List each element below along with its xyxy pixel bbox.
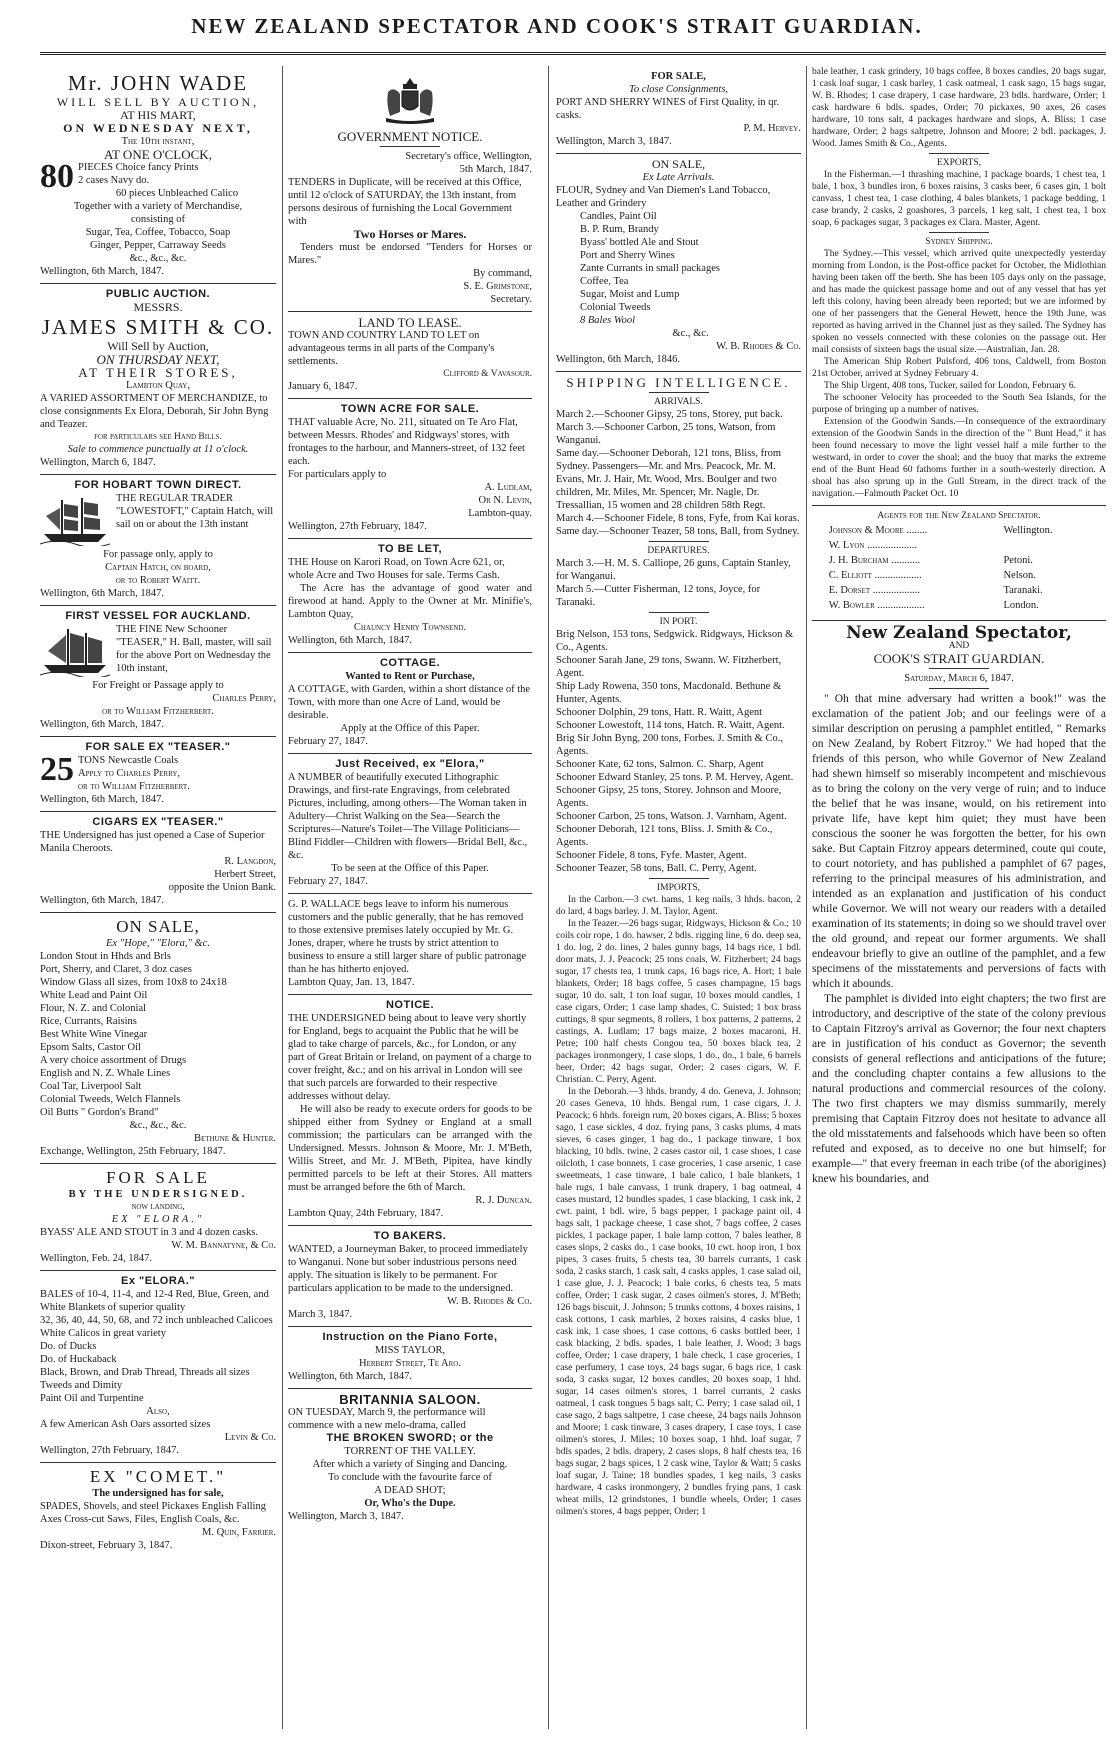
ship-entry: March 5.—Cutter Fisherman, 12 tons, Joyce, for Taranaki. [556,584,761,608]
ad-ex-comet [40,1463,276,1557]
agent-row [829,569,1090,582]
ad-line: A. Ludlam, [484,482,532,493]
ad-line: Herbert Street, [214,869,276,880]
ship-entry: Schooner Edward Stanley, 25 tons. P. M. Hervey, Agent. [556,772,794,783]
ad-date: Wellington, 27th February, 1847. [40,1445,180,1456]
agent-location: London. [1003,600,1039,611]
ad-line: Charles Perry, [212,693,276,704]
ad-line: Coal Tar, Liverpool Salt [40,1081,142,1092]
ad-line: A few American Ash Oars assorted sizes [40,1419,211,1430]
ad-wallace [288,894,532,995]
ad-line: or to William Fitzherbert. [78,781,190,792]
ad-body: FLOUR, Sydney and Van Diemen's Land Tobacco, Leather and Grindery [556,185,771,209]
ad-line: P. M. Hervey. [743,123,801,134]
ad-line: Bethune & Hunter. [194,1133,276,1144]
royal-coat-of-arms-icon [380,74,440,126]
column-divider [806,66,807,1729]
masthead-rule [40,52,1106,55]
ship-entry: Same day.—Schooner Teazer, 58 tons, Ball, from Sydney. [556,526,800,537]
ad-line: THE BROKEN SWORD; or the [326,1432,494,1444]
agent-location: Petoni. [1003,555,1033,566]
ad-line: TORRENT OF THE VALLEY. [344,1446,476,1457]
ad-line: A very choice assortment of Drugs [40,1055,187,1066]
ad-body: WANTED, a Journeyman Baker, to proceed immediately to Wanganui. None but sober industrious persons need apply. The situation is likely to be permanent. For particulars application to be made to the undersigned. [288,1244,528,1294]
ad-subheading: Ex Late Arrivals. [642,172,715,183]
ad-body: THE REGULAR TRADER "LOWESTOFT," Captain Hatch, will sail on or about the 13th instant [116,493,274,530]
ad-heading: FOR SALE, [651,71,706,82]
ad-line: For passage only, apply to [103,549,213,560]
ad-line: White Calicos in great variety [40,1328,166,1339]
ad-body: BYASS' ALE AND STOUT in 3 and 4 dozen casks. [40,1227,258,1238]
ad-body: THE House on Karori Road, on Town Acre 621, or, whole Acre and Two Houses for sale. Terms Cash. [288,557,505,581]
agent-name: C. Elliott .................. [828,570,922,581]
column-1 [40,66,276,1731]
ad-body: THE FINE New Schooner "TEASER," H. Ball, master, will sail for the above Port on Wednesday the 10th instant, [116,624,272,674]
ad-line: ON THURSDAY NEXT, [96,352,220,367]
ad-line: 2 cases Navy do. [78,175,150,186]
ad-lithographs [288,754,532,894]
ad-date: Lambton Quay, Jan. 13, 1847. [288,977,415,988]
ad-body: THE UNDERSIGNED being about to leave very shortly for England, begs to acquaint the Public that he will be glad to take charge of parcels, &c., for London, or any part of Great Britain or Ireland, on payment of a charge to cover freight, &c.; and on his arrival in London will see that such parcels are forwarded to their respective addresses without delay. [288,1013,532,1102]
ad-date: Wellington, 6th March, 1847. [288,1371,412,1382]
ad-line: 60 pieces Unbleached Calico [115,188,239,199]
imports-continued: bale leather, 1 cask grindery, 10 bags coffee, 8 boxes candles, 20 bags sugar, 1 cask loaf sugar, 1 cask barley, 1 cask oatmeal, 1 cask sago, 15 bags sugar, W. B. Rhodes; 1 case drapery, 1 case hardware, 23 bdls. hardware, Order; 1 cask hardware 6 bdls. spades, Order; 70 pickaxes, 90 axes, 26 cases hardware, 10 tons salt, 4 packages hardware and slops, A. Bliss; 1 case hardware, Order; 2 bags saltpetre, Johnson and Moore; 2 bdl. packages, J. Wood. James Smith & Co., Agents. [812,67,1106,149]
ad-town-acre [288,399,532,539]
ad-body: ON TUESDAY, March 9, the performance will commence with a new melo-drama, called [288,1407,486,1431]
ad-line: Paint Oil and Turpentine [40,1393,144,1404]
agent-row [829,524,1090,537]
ad-body: A VARIED ASSORTMENT OF MERCHANDIZE, to close consignments Ex Elora, Deborah, Sir John Byng and Teazer. [40,393,269,430]
masthead: NEW ZEALAND SPECTATOR AND COOK'S STRAIT GUARDIAN. [191,14,923,38]
ad-line: Byass' bottled Ale and Stout [580,237,699,248]
ship-entry: Same day.—Schooner Deborah, 121 tons, Bliss, from Sydney. Passengers—Mr. and Mrs. Peacock, Mr. M. Evans, Mr. J. Hair, Mr. Wood, Mrs. Boulger and two children, Mr. Miles, Mr. Spencer, Mr. Nagle, Dr. Tressallian, 15 women and 28 children 58th Regt. [556,448,782,511]
ad-line: Do. of Ducks [40,1341,97,1352]
ad-line: JAMES SMITH & CO. [41,315,275,339]
ad-heading: ON SALE, [651,157,706,171]
ad-heading: TO BE LET, [377,543,443,555]
ad-date: Dixon-street, February 3, 1847. [40,1540,173,1551]
ad-line: The 10th instant, [121,136,195,147]
ship-entry: Schooner Kate, 62 tons, Salmon. C. Sharp, Agent [556,759,764,770]
ad-government-notice [288,66,532,312]
ad-date: Wellington, 6th March, 1847. [40,588,164,599]
ad-heading: Ex "ELORA." [121,1275,195,1287]
ad-heading: Mr. JOHN WADE [67,71,249,95]
imports-entry: In the Teazer.—26 bags sugar, Ridgways, Hickson & Co.; 10 coils coir rope, 1 do. hawser, 2 bdls. rigging line, 6 do. deep sea, 1 do. log, 2 do. lines, 2 bales gunny bags, 14 bags rice, 1 bdl. door mats, J. J. Peacock; 25 tons coals, W. Fitzherbert; 24 bags sugar, 17 chests tea, 1 trunk caps, 16 bags rice, A. Hort; 1 bale blankets, Order; 18 bags coffee, 5 cases champagne, 15 bags sugar, 10 do. salt, 1 ton loaf sugar, 10 boxes mould candles, 1 case cigars, Order; 1 case lamp shades, C. Suisted; 1 box brass cuttings, 8 spur segments, 8 rollers, 1 box patterns, 2 patterns, 2 castings, A. Ludlam; 17 bags maize, 2 boxes macaroni, H. Petre; 100 half chests Congou tea, 50 boxes black tea, 2 packages ironmongery, 1 case slops, 1 do., do., 1 bale, 6 barrels beer, Order; 42 bags sugar, Order; 2 cases cigars, W. F. Christian. C. Perry, Agent. [556,919,801,1085]
subsection-heading: IN PORT. [659,617,698,627]
ad-heading: EX "COMET." [89,1467,227,1486]
ad-line: Secretary. [490,294,532,305]
ad-line: Also, [146,1406,170,1417]
ad-line: Best White Wine Vinegar [40,1029,148,1040]
subsection-heading: EXPORTS, [936,158,982,168]
ad-subheading: To close Consignments, [628,84,729,95]
agent-location: Nelson. [1003,570,1036,581]
ad-line: W. B. Rhodes & Co. [447,1296,532,1307]
ad-line: R. Langdon, [224,856,276,867]
ad-body: PORT AND SHERRY WINES of First Quality, in qr. casks. [556,97,780,121]
ad-line: consisting of [131,214,185,225]
ad-line: For particulars apply to [288,469,387,480]
ship-entry: March 3.—H. M. S. Calliope, 26 guns, Captain Stanley, for Wanganui. [556,558,791,582]
ad-line: 5th March, 1847. [459,164,532,175]
ad-line: Lambton-quay. [468,508,532,519]
ad-line: 32, 36, 40, 44, 50, 68, and 72 inch unbleached Calicoes [40,1315,273,1326]
editorial-paragraph: The pamphlet is divided into eight chapters; the two first are introductory, and descriptive of the state of the colony previous to Captain Fitzroy's arrival as Governor; the four next chapters are in justification of his conduct as Governor; the seventh consists of general reflections and anticipations of the future; and the concluding chapter contains a few allusions to the natural productions and commercial resources of the colony. The two first chapters we may dismiss summarily, merely premising that Captain Fitzroy does not hesitate to advance all the old misstatements and falsehoods which have been so often refuted and exposed, as to deceive no one but himself; for example—" that every freeman in each tribe (of the aborigines) knew his boundaries, and [812,993,1106,1185]
ad-line: Or N. Levin, [478,495,532,506]
ad-line: Together with a variety of Merchandise, [73,201,243,212]
ad-line: TONS Newcastle Coals [78,755,179,766]
ad-line: Zante Currants in small packages [580,263,720,274]
ad-line: Secretary's office, Wellington, [405,151,532,162]
ad-line: PIECES Choice fancy Prints [78,162,199,173]
subsection-heading: IMPORTS, [657,883,700,893]
ad-line: Epsom Salts, Castor Oil [40,1042,141,1053]
column-divider [548,66,549,1729]
ad-line: MESSRS. [133,300,183,314]
ad-heading: FOR SALE EX "TEASER." [85,741,231,753]
ad-date: Wellington, March 3, 1847. [556,136,672,147]
ad-line: Rice, Currants, Raisins [40,1016,137,1027]
ad-cigars [40,812,276,913]
ad-date: Wellington, 6th March, 1847. [40,266,164,277]
ad-hobart-town [40,475,276,606]
ad-line: Sale to commence punctually at 11 o'clock. [67,444,249,455]
shipping-intelligence [556,372,801,1523]
ad-line: for particulars see Hand Bills. [94,432,222,442]
drop-number: 25 [40,751,74,788]
ad-line: White Lead and Paint Oil [40,990,148,1001]
ad-heading: LAND TO LEASE. [358,315,462,330]
ad-subheading: BY THE UNDERSIGNED. [68,1189,248,1200]
ad-line: S. E. Grimstone, [463,281,532,292]
ad-line: Ginger, Pepper, Carraway Seeds [90,240,226,251]
ad-line: Captain Hatch, on board, [105,562,211,573]
agents-table [827,522,1092,614]
ad-line: B. P. Rum, Brandy [580,224,659,235]
agent-name: W. Lyon ................... [828,540,917,551]
ad-land-to-lease [288,312,532,399]
divider [929,153,989,154]
ship-entry: March 4.—Schooner Fidele, 8 tons, Fyfe, from Kai koras. [556,513,800,524]
ad-line: Port and Sherry Wines [580,250,675,261]
ad-body: THAT valuable Acre, No. 211, situated on Te Aro Flat, between Messrs. Rhodes' and Ridgways' stores, with frontages to the harbour, and Manners-street, of 132 feet each. [288,417,525,467]
ad-line: Apply to Charles Perry, [78,768,181,779]
ad-line: A DEAD SHOT; [374,1485,446,1496]
divider [929,232,989,233]
subsection-heading: ARRIVALS. [654,397,703,407]
ship-entry: March 2.—Schooner Gipsy, 25 tons, Storey, put back. [556,409,783,420]
ad-notice [288,995,532,1226]
ad-date: February 27, 1847. [288,876,368,887]
drop-number: 80 [40,158,74,195]
ad-line: To be seen at the Office of this Paper. [331,863,489,874]
ship-entry: Ship Lady Rowena, 350 tons, Macdonald. Bethune & Hunter, Agents. [556,681,782,705]
ad-line: Levin & Co. [224,1432,276,1443]
agent-name: W. Bowler .................. [828,600,925,611]
ad-date: Lambton Quay, 24th February, 1847. [288,1208,444,1219]
ad-body: TOWN AND COUNTRY LAND TO LET on advantageous terms in all parts of the Company's settlements. [288,330,495,367]
ad-public-auction [40,284,276,475]
agent-row [829,539,1090,552]
ad-line: Herbert Street, Te Aro. [359,1358,461,1369]
ad-teaser-coals [40,737,276,812]
agent-location: Taranaki. [1003,585,1043,596]
ad-body: A COTTAGE, with Garden, within a short distance of the Town, with more than one Acre of Land, would be desirable. [288,684,531,721]
ad-line: Chauncy Henry Townsend. [353,622,467,633]
divider [929,688,989,689]
ad-line: or to Robert Waitt. [115,575,201,586]
ad-line: Port, Sherry, and Claret, 3 doz cases [40,964,192,975]
ad-line: W. M. Bannatyne, & Co. [171,1240,276,1251]
ad-date: Exchange, Wellington, 25th February, 1847. [40,1146,226,1157]
ad-body: A NUMBER of beautifully executed Lithographic Drawings, and first-rate Engravings, from celebrated Pictures, including, among others—The Woman taken in Adultery—Christ Walking on the Sea—Search the Scriptures—Nature's Toilet—The Village Politicians—Blind Fiddler—Children with flowers—Bridal Bell, &c., &c. [288,772,528,861]
ad-heading: FOR SALE [106,1168,210,1187]
ad-line: 8 Bales Wool [580,315,636,326]
ship-entry: Schooner Sarah Jane, 29 tons, Swann. W. Fitzherbert, Agent. [556,655,782,679]
ship-entry: Brig Nelson, 153 tons, Sedgwick. Ridgways, Hickson & Co., Agents. [556,629,794,653]
ad-body: TENDERS in Duplicate, will be received at this Office, until 12 o'clock of SATURDAY, the 13th instant, from persons desirous of furnishing the Local Government with [288,177,522,227]
ad-to-be-let [288,539,532,653]
ad-line: Lambton Quay, [126,380,190,391]
column-3 [556,66,801,1731]
ad-heading: NOTICE. [385,999,435,1011]
ad-line: Colonial Tweeds, Welch Flannels [40,1094,181,1105]
ship-entry: Schooner Dolphin, 29 tons, Hatt. R. Waitt, Agent [556,707,763,718]
ad-line: Flour, N. Z. and Colonial [40,1003,147,1014]
imports-entry: In the Deborah.—3 hhds. brandy, 4 do. Geneva, J. Johnson; 20 cases Geneva, 10 hhds. Bengal rum, 1 case cigars, J. J. Peacock; 6 hhds. foreign rum, 20 boxes cigars, A. Bliss; 5 boxes sago, 1 case sickles, 4 doz. frying pans, 3 casks plums, 4 mats sieves, 6 cases ginger, 1 bag do., 1 package tinware, 1 box blacking, 10 bdls. twine, 2 cases castor oil, 1 case shoes, 1 case oilcloth, 1 case bonnets, 1 case groceries, 1 case arsenic, 1 case sweetmeats, 1 case tinware, 1 bale calico, 1 bale blankets, 1 bale rugs, 1 bale canvass, 1 trunk drapery, 1 bag oatmeal, 4 cases mustard, 12 bundles spades, 1 case blacking, 1 cask ink, 2 cwt. paint, 1 bdl. wire, 5 bags pepper, 1 package paint oil, 4 bags salt, 1 package cheese, 1 case shot, 7 bags coffee, 2 cases pickles, 1 package paper, 1 bale lamp cotton, 7 bales leather, 8 cases slops, 2 casks do., 1 case books, 10 cwt. hoop iron, 1 box pipes, 3 cases fruits, 5 chests tea, 30 barrels currants, 1 cask soda, 2 casks starch, 1 cask salt, 4 casks apples, 1 case salad oil, 1 case glue, J. J. Peacock; 1 bale corks, 6 chests tea, 5 mats coffee, Order; 1 cask sugar, 2 cases oilmen's stores, J. M'Beth; 126 bags biscuit, J. Johnson; 5 trunks cottons, 4 boxes raisins, 1 cask cottons, 1 cask marbles, 2 boxes raisins, 4 casks blue, 1 cask ink, 1 case shoes, 1 case cottons, 6 casks bottled beer, 1 cask blacking, 2 bdls. spades, 1 bale leather, J. Wood; 3 bags coffee, Order; 1 case drapery, 1 bale check, 1 case groceries, 1 case perfumery, 1 case toys, 24 bags sugar, 6 bags rice, 1 cask soda, 3 casks sugar, 12 boxes candles, 20 boxes soap, 1 hhd. sugar, 14 cases oilmen's stores, 1 barrel currants, 2 casks oatmeal, 1 cask tongues 5 bags salt, C. Perry; 1 case salad oil, 1 case sago, 2 bags saltpetre, 1 case cheese, 24 bags nails Johnson and Moore; 1 cask tinware, 3 cases drapery, 1 case toys, 1 case oilmen's stores, J. Miles; 10 boxes soap, 1 hhd. loaf sugar, 7 bdls spades, 2 bdls. drapery, 2 cases slops, 8 half chests tea, 16 bags sugar, 2 bags spices, 1 2 cask wine, Taylor & Watt; 5 casks loaf sugar, J. Taine; 18 bundles spades, 1 keg nails, 3 casks hardware, 4 casks ironmongery, 2 bundles frying pans, 1 cask wheat mills, 12 grindstones, 1 bundle wheels, Order; 1 cases oilmen's stores, 4 bags pepper, Order; 1 [556,1087,801,1517]
ad-piano [288,1327,532,1389]
ad-line: By command, [473,268,532,279]
ad-line: ON WEDNESDAY NEXT, [63,121,253,135]
ad-ex-elora [40,1271,276,1463]
ad-date: March 3, 1847. [288,1309,353,1320]
ad-line: Apply at the Office of this Paper. [340,723,480,734]
divider [649,878,709,879]
ad-line: Clifford & Vavasour. [443,369,532,379]
ad-heading: Just Received, ex "Elora," [335,758,485,770]
ad-line: MISS TAYLOR, [374,1345,446,1356]
ad-line: Oil Butts " Gordon's Brand" [40,1107,159,1118]
column-4 [812,66,1106,1731]
ad-heading: PUBLIC AUCTION. [105,288,211,300]
ad-line: R. J. Duncan. [475,1195,532,1206]
ad-body: BALES of 10-4, 11-4, and 12-4 Red, Blue, Green, and White Blankets of superior quality [40,1289,269,1313]
ship-entry: Schooner Lowestoft, 114 tons, Hatch. R. Waitt, Agent. [556,720,785,731]
ad-date: Wellington, 27th February, 1847. [288,521,428,532]
ad-auckland [40,606,276,737]
ad-date: Wellington, 6th March, 1847. [40,895,164,906]
ad-line: Two Horses or Mares. [353,227,467,241]
ad-line: London Stout in Hhds and Brls [40,951,171,962]
ad-line: Do. of Huckaback [40,1354,117,1365]
ad-line: AT HIS MART, [120,108,196,122]
column-divider [282,66,283,1729]
news-paragraph: The schooner Velocity has proceeded to the South Sea Islands, for the purpose of bringing up a number of natives. [812,393,1106,415]
ship-entry: Brig Sir John Byng, 200 tons, Forbes. J. Smith & Co., Agents. [556,733,783,757]
ad-line: For Freight or Passage apply to [92,680,224,691]
divider [380,146,440,147]
ad-body: THE Undersigned has just opened a Case of Superior Manila Cheroots. [40,830,265,854]
divider [649,612,709,613]
ad-line: W. B. Rhodes & Co. [716,341,801,352]
news-paragraph: The American Ship Robert Pulsford, 406 tons, Caldwell, from Boston 21st October, arrived at Sydney February 4. [812,357,1106,379]
ad-heading: ON SALE, [116,917,200,936]
ad-heading: Instruction on the Piano Forte, [322,1331,498,1343]
ad-line: or to William Fitzherbert. [102,706,214,717]
ad-line: now landing, [131,1202,185,1212]
divider [649,541,709,542]
ad-heading: FOR HOBART TOWN DIRECT. [74,479,242,491]
subsection-heading: Sydney Shipping. [925,237,993,247]
ad-date: Wellington, March 3, 1847. [288,1511,404,1522]
ad-line: After which a variety of Singing and Dancing. [312,1459,508,1470]
ad-line: WILL SELL BY AUCTION, [56,95,260,109]
ad-late-arrivals [556,154,801,372]
news-paragraph: The Ship Urgent, 408 tons, Tucker, sailed for London, February 6. [824,381,1076,391]
ad-date: Wellington, 6th March, 1846. [556,354,680,365]
editorial-paragraph: " Oh that mine adversary had written a book!" was the exclamation of the patient Job; and our feelings were of a similar description on perusing a pamphlet entitled, " Remarks on New Zealand, by Robert Fitzroy." We had hoped that the friends of this person, who while Governor of New Zealand had shewn himself so miserably incompetent and mischievous as to bring the colony on the very verge of ruin; and to induce the belief that he was insane, would, on his retirement into private life, have kept him quiet; they must have been conscious the sooner he was forgotten the better, for his own sake. But Captain Fitzroy appears determined, coute qui coute, to court notoriety, and has published a pamphlet of 67 pages, referring to the principal measures of his administration, and intended as an explanation and justification of his conduct while Governor. We will not weary our readers with a detailed examination of its statements; in doing so we should travel over the old ground, and repeat our former arguments. We shall endeavour briefly to give an outline of the pamphlet, and a few specimens of the misstatements and perversions of facts with which it abounds. [812,693,1106,990]
ad-for-sale-undersigned [40,1164,276,1271]
agent-row [829,584,1090,597]
ad-line: Or, Who's the Dupe. [364,1498,456,1509]
ad-line: EX "ELORA." [111,1214,205,1225]
paper-title: New Zealand Spectator, [846,623,1072,643]
ad-date: Wellington, Feb. 24, 1847. [40,1253,153,1264]
agents-heading: Agents for the New Zealand Spectator. [877,511,1041,521]
ad-port-sherry [556,66,801,154]
news-paragraph: Extension of the Goodwin Sands.—In consequence of the extraordinary extension of the Goodwin Sands in the direction of the " Bunt Head," it has been found necessary to move the light vessel half a mile further to the westward, in order to cover the shoal; and the buoy that marks the extreme end of the Bunt Head 60 fathoms further in a south-westerly direction. A shoal has also sprung up in the Gull Stream, in the direct track of the navigation.—Falmouth Packet Oct. 10 [812,417,1106,499]
ad-cottage [288,653,532,754]
column-2 [288,66,532,1731]
ad-line: Black, Brown, and Drab Thread, Threads all sizes [40,1367,250,1378]
ship-entry: Schooner Gipsy, 25 tons, Storey. Johnson and Moore, Agents. [556,785,782,809]
divider [649,392,709,393]
agent-location: Wellington. [1003,525,1053,536]
subsection-heading: DEPARTURES. [647,546,710,556]
ad-line: Window Glass all sizes, from 10x8 to 24x18 [40,977,227,988]
agents-box [812,505,1106,614]
ad-date: Wellington, 6th March, 1847. [288,635,412,646]
ad-line: Tweeds and Dimity [40,1380,123,1391]
issue-date: Saturday, March 6, 1847. [904,673,1014,684]
ad-line: Will Sell by Auction, [107,339,209,353]
ad-heading: GOVERNMENT NOTICE. [337,129,483,144]
paper-subtitle: COOK'S STRAIT GUARDIAN. [873,651,1045,666]
ship-icon [40,494,110,546]
ad-date: Wellington, 6th March, 1847. [40,719,164,730]
ship-entry: Schooner Teazer, 58 tons, Ball. C. Perry, Agent. [556,863,757,874]
ad-subheading: Ex "Hope," "Elora," &c. [106,938,210,949]
ad-line: Sugar, Tea, Coffee, Tobacco, Soap [85,227,231,238]
agent-location [1003,539,1089,552]
news-paragraph: The Sydney.—This vessel, which arrived quite unexpectedly yesterday morning from London, is the Post-office packet for October, the Midlothian having been taken off the berth. She has been 105 days only on the passage, and has made the quickest passage home and out of any vessel that has yet left this colony, having been already been reported; but we are informed by one of her passengers that the General Hewett, hence the 19th June, was reported as having arrived in the Channel just as they sailed. The Sydney has spoken no vessels connected with these colonies on the passage out. Her mail consists of sixteen bags the usual size.—Australian, Jan. 28. [812,249,1106,355]
ad-date: February 27, 1847. [288,736,368,747]
ship-entry: Schooner Carbon, 25 tons, Watson. J. Varnham, Agent. [556,811,787,822]
ad-heading: FIRST VESSEL FOR AUCKLAND. [65,610,251,622]
ad-bakers [288,1226,532,1327]
ship-entry: Schooner Fidele, 8 tons, Fyfe. Master, Agent. [556,850,747,861]
section-heading: SHIPPING INTELLIGENCE. [566,375,791,390]
divider [929,668,989,669]
ad-line: Sugar, Moist and Lump [580,289,680,300]
ad-date: Wellington, March 6, 1847. [40,457,156,468]
agent-name: J. H. Burcham ........... [828,555,921,566]
ad-line: &c., &c., &c. [129,253,187,264]
ad-line: English and N. Z. Whale Lines [40,1068,171,1079]
ship-entry: March 3.—Schooner Carbon, 25 tons, Watson, from Wanganui. [556,422,776,446]
paper-title-and: AND [948,641,970,651]
editorial-masthead [812,620,1106,689]
ad-subheading: The undersigned has for sale, [92,1488,224,1499]
ad-on-sale [40,913,276,1164]
ad-line: Tenders must be endorsed "Tenders for Horses or Mares." [288,242,532,266]
ad-date: Wellington, 6th March, 1847. [40,794,164,805]
exports-entry: In the Fisherman.—1 thrashing machine, 1 package boards, 1 chest tea, 1 bale, 1 box, 3 bundles iron, 6 boxes raisins, 3 casks beer, 6 cases gin, 1 bolt canvass, 1 chest tea, 1 case clothing, 4 bales blankets, 1 package bedding, 1 case brandy, 2 casks, 2 goashores, 3 parcels, 1 keg salt, 1 chest tea, 1 box soap, 6 packages sugar, 3 packages ex Clara. Master, Agent. [812,170,1106,228]
ad-line: opposite the Union Bank. [168,882,276,893]
ship-icon [40,625,110,677]
agent-name: Johnson & Moore ........ [828,525,928,536]
ad-line: M. Quin, Farrier. [202,1527,276,1538]
ad-britannia-saloon [288,1389,532,1528]
agent-row [829,599,1090,612]
ad-heading: TOWN ACRE FOR SALE. [340,403,480,415]
ad-body: G. P. WALLACE begs leave to inform his numerous customers and the public generally, that he has removed to those extensive premises lately occupied by Mr. G. Jones, draper, where he trusts by strict attention to business to ensure a still larger share of public patronage than he has hitherto enjoyed. [288,899,527,975]
ad-date: January 6, 1847. [288,381,358,392]
agent-row [829,554,1090,567]
imports-entry: In the Carbon.—3 cwt. hams, 1 keg nails, 3 hhds. bacon, 2 do lard, 4 bags barley. J. M. Taylor, Agent. [556,895,801,917]
ad-subheading: Wanted to Rent or Purchase, [345,671,475,682]
ad-line: Colonial Tweeds [580,302,651,313]
ad-line: Coffee, Tea [580,276,629,287]
ad-body: He will also be ready to execute orders for goods to be shipped either from Sydney or England at a small commission; the particulars can be arranged with the Undersigned. Messrs. Johnson & Moore, Mr. J. M'Beth, Willis Street, and Mr. J. M'Beth, Pipitea, have kindly permitted parcels to be left at their Stores. All matters must be arranged before the 6th of March. [288,1104,532,1193]
ad-line: &c., &c., &c. [129,1120,187,1131]
ad-line: AT THEIR STORES, [78,365,238,380]
ad-heading: TO BAKERS. [373,1230,447,1242]
ad-body: SPADES, Shovels, and steel Pickaxes English Falling Axes Cross-cut Saws, Files, English Coals, &c. [40,1501,266,1525]
ad-heading: BRITANNIA SALOON. [339,1392,481,1407]
ad-heading: COTTAGE. [379,657,440,669]
agent-name: E. Dorset .................. [828,585,920,596]
ad-line: AT ONE O'CLOCK, [104,147,212,162]
ad-body: The Acre has the advantage of good water and firewood at hand. Apply to the Owner at Mr. Minifie's, Lambton Quay, [288,583,532,620]
ad-line: &c., &c. [672,328,709,339]
ad-line: Candles, Paint Oil [580,211,657,222]
ship-entry: Schooner Deborah, 121 tons, Bliss. J. Smith & Co., Agents. [556,824,773,848]
ad-line: To conclude with the favourite farce of [328,1472,492,1483]
ad-john-wade [40,66,276,284]
ad-heading: CIGARS EX "TEASER." [92,816,224,828]
